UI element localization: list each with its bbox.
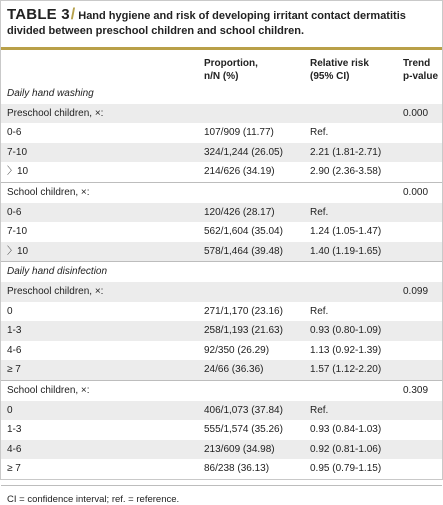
relative-risk-cell: 0.93 (0.80-1.09): [310, 325, 382, 337]
row-label-cell: Preschool children, ×:: [7, 107, 104, 119]
proportion-cell: 555/1,574 (35.26): [204, 424, 283, 436]
table-row: [1, 440, 442, 460]
table-row: [1, 123, 442, 143]
header-proportion-line1: Proportion,: [204, 58, 258, 69]
table-row: [1, 162, 442, 182]
section-heading-row: [1, 84, 442, 104]
row-label-cell: 0: [7, 404, 13, 416]
relative-risk-cell: Ref.: [310, 404, 329, 416]
proportion-cell: 86/238 (36.13): [204, 463, 270, 475]
relative-risk-cell: 1.57 (1.12-2.20): [310, 364, 382, 376]
table-body: [1, 84, 442, 479]
proportion-cell: 578/1,464 (39.48): [204, 245, 283, 257]
relative-risk-cell: 0.93 (0.84-1.03): [310, 424, 382, 436]
table-row: [1, 401, 442, 421]
relative-risk-cell: 0.95 (0.79-1.15): [310, 463, 382, 475]
relative-risk-cell: Ref.: [310, 127, 329, 139]
row-label-cell: School children, ×:: [7, 384, 90, 396]
row-label-cell: 0: [7, 305, 13, 317]
relative-risk-cell: 1.24 (1.05-1.47): [310, 226, 382, 238]
header-proportion-line2: n/N (%): [204, 71, 239, 82]
trend-p-value-cell: 0.000: [403, 186, 429, 198]
relative-risk-cell: 2.90 (2.36-3.58): [310, 166, 382, 178]
header-trend: [403, 57, 438, 83]
table-row: [1, 183, 442, 203]
header-trend-line1: Trend: [403, 58, 431, 69]
table-row: [1, 302, 442, 322]
proportion-cell: 258/1,193 (21.63): [204, 325, 283, 337]
proportion-cell: 92/350 (26.29): [204, 344, 270, 356]
table-row: [1, 222, 442, 242]
caption-slash: /: [70, 6, 76, 23]
relative-risk-cell: Ref.: [310, 305, 329, 317]
row-label-cell: ≥ 7: [7, 364, 21, 376]
proportion-cell: 107/909 (11.77): [204, 127, 274, 139]
table-footnote: CI = confidence interval; ref. = reference.: [7, 493, 180, 505]
relative-risk-cell: 1.13 (0.92-1.39): [310, 344, 382, 356]
table-row: [1, 242, 442, 262]
proportion-cell: 406/1,073 (37.84): [204, 404, 283, 416]
relative-risk-cell: 1.40 (1.19-1.65): [310, 245, 382, 257]
header-relative-risk-line1: Relative risk: [310, 58, 369, 69]
proportion-cell: 214/626 (34.19): [204, 166, 275, 178]
row-label-cell: School children, ×:: [7, 186, 90, 198]
table-row: [1, 341, 442, 361]
trend-p-value-cell: 0.309: [403, 384, 429, 396]
row-label-cell: 4-6: [7, 344, 22, 356]
row-label-cell: Daily hand washing: [7, 88, 94, 99]
row-label-cell: 4-6: [7, 443, 22, 455]
table-row: [1, 459, 442, 479]
row-label-cell: Daily hand disinfection: [7, 266, 108, 278]
row-label-cell: 1-3: [7, 325, 22, 337]
row-label-cell: 0-6: [7, 206, 22, 218]
header-proportion: [204, 57, 258, 83]
row-label-cell: ≥ 7: [7, 463, 21, 475]
table-row: [1, 360, 442, 380]
table-caption: [1, 1, 442, 41]
header-trend-line2: p-value: [403, 71, 439, 82]
table-row: [1, 282, 442, 302]
row-label-cell: 1-3: [7, 424, 22, 436]
table-row: [1, 203, 442, 223]
table-row: [1, 321, 442, 341]
trend-p-value-cell: 0.099: [403, 285, 429, 297]
row-label-cell: 7-10: [7, 226, 28, 238]
row-label-cell: 〉10: [7, 166, 29, 178]
relative-risk-cell: Ref.: [310, 206, 329, 218]
caption-text: Hand hygiene and risk of developing irritant contact dermatitis divided between preschool children and school children.: [7, 10, 406, 37]
table-row: [1, 143, 442, 163]
trend-p-value-cell: 0.000: [403, 107, 429, 119]
header-relative-risk-line2: (95% CI): [310, 71, 350, 82]
header-relative-risk: [310, 57, 369, 83]
table-row: [1, 420, 442, 440]
relative-risk-cell: 2.21 (1.81-2.71): [310, 146, 382, 158]
proportion-cell: 324/1,244 (26.05): [204, 146, 283, 158]
proportion-cell: 562/1,604 (35.04): [204, 226, 283, 238]
relative-risk-cell: 0.92 (0.81-1.06): [310, 443, 382, 455]
table-row: [1, 381, 442, 401]
row-label-cell: 7-10: [7, 146, 28, 158]
table-label: TABLE 3: [7, 6, 70, 23]
proportion-cell: 24/66 (36.36): [204, 364, 264, 376]
row-label-cell: 〉10: [7, 245, 29, 257]
row-label-cell: Preschool children, ×:: [7, 285, 104, 297]
proportion-cell: 271/1,170 (23.16): [204, 305, 283, 317]
row-label-cell: 0-6: [7, 127, 22, 139]
table-row: [1, 104, 442, 124]
section-heading-row: [1, 262, 442, 282]
table-header: [1, 50, 442, 84]
proportion-cell: 120/426 (28.17): [204, 206, 275, 218]
proportion-cell: 213/609 (34.98): [204, 443, 275, 455]
